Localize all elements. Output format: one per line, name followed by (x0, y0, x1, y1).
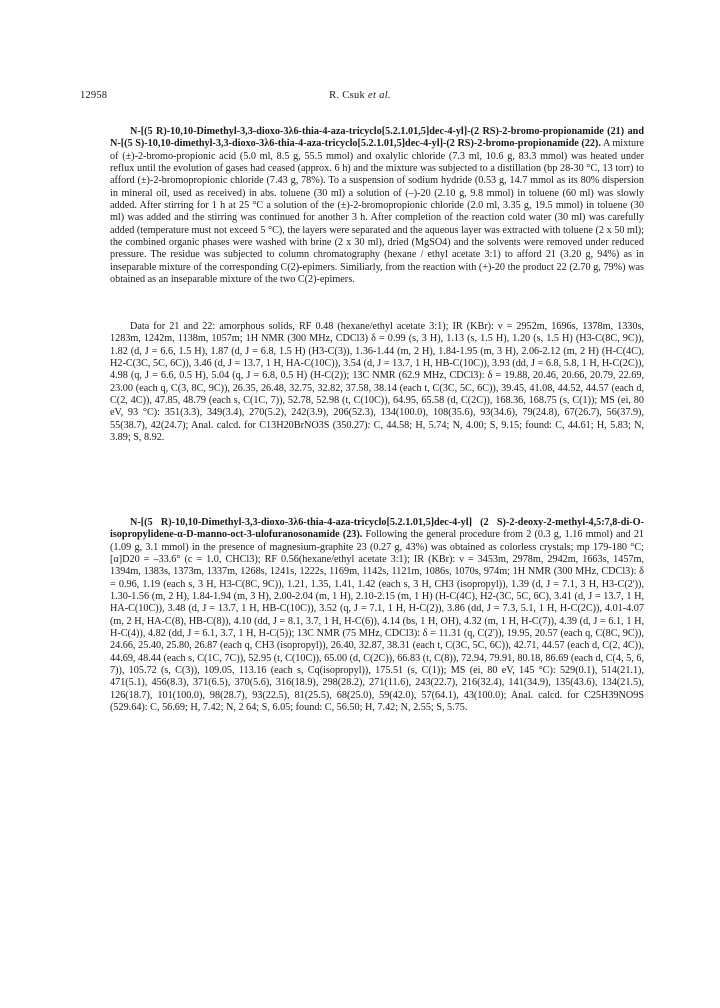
page-header (0, 90, 720, 106)
paragraph-body: A mixture of (±)-2-bromo-propionic acid (5.0 ml, 8.5 g, 55.5 mmol) and oxalylic chloride (7.3 ml, 10.6 g, 83.3 mmol) was heated under reflux until the evolution of gases had ceased (approx. 6 h) and the mixture was subjected to a distillation (bp 28-30 °C, 13 torr) to afford (±)-2-bromopropionic chloride (7.43 g, 78%). To a suspension of sodium hydride (0.53 g, 14.7 mmol as its 80% dispersion in mineral oil, used as received) in abs. toluene (30 ml) a solution of (–)-20 (2.10 g, 9.8 mmol) in toluene (60 ml) was slowly added. After stirring for 1 h at 25 °C a solution of the (±)-2-bromopropionic chloride (2.0 ml, 3.35 g, 19.5 mmol) in toluene (30 ml) was added and the stirring was continued for another 3 h. After completion of the reaction cold water (30 ml) was carefully added (temperature must not exceed 5 °C), the layers were separated and the aqueous layer was extracted with toluene (2 x 50 ml); the combined organic phases were washed with brine (2 x 30 ml), dried (MgSO4) and the solvents were removed under reduced pressure. The residue was subjected to column chromatography (hexane / ethyl acetate 3:1) to afford 21 (3.20 g, 94%) as in inseparable mixture of the corresponding C(2)-epimers. Similiarly, from the reaction with (+)-20 the product 22 (2.70 g, 79%) was obtained as an inseparable mixture of the two C(2)-epimers. (110, 138, 645, 286)
paragraph-body: Data for 21 and 22: amorphous solids, RF 0.48 (hexane/ethyl acetate 3:1); IR (KBr): ν = 2952m, 1696s, 1378m, 1330s, 1283m, 1242m, 1138m, 1057m; 1H NMR (300 MHz, CDCl3) δ = 0.99 (s, 3 H), 1.13 (s, 1.5 H), 1.20 (s, 1.5 H) (H3-C(8C, 9C)), 1.82 (d, J = 6.6, 1.5 H), 1.87 (d, J = 6.8, 1.5 H) (H3-C(3)), 1.36-1.44 (m, 2 H), 1.84-1.95 (m, 3 H), 2.06-2.12 (m, 2 H) (H-C(4C), H2-C(3C, 5C, 6C)), 3.46 (d, J = 13.7, 1 H, HA-C(10C)), 3.54 (d, J = 13.7, 1 H, HB-C(10C)), 3.93 (dd, J = 6.8, 5.8, 1 H, H-C(2C)), 4.98 (q, J = 6.6, 0.5 H), 5.04 (q, J = 6.8, 0.5 H) (H-C(2)); 13C NMR (62.9 MHz, CDCl3): δ = 19.88, 20.46, 20.66, 20.79, 22.69, 23.00 (each q, C(3, 8C, 9C)), 26.35, 26.48, 32.75, 32.82, 37.58, 38.14 (each t, C(3C, 5C, 6C)), 39.45, 41.08, 44.52, 44.57 (each d, C(2, 4C)), 47.85, 48.79 (each s, C(1C, 7)), 52.78, 52.98 (t, C(10C)), 64.95, 65.58 (d, C(2C)), 168.36, 168.75 (s, C(1)); MS (ei, 80 eV, 93 °C): 351(3.3), 349(3.4), 270(5.2), 242(3.9), 206(52.3), 134(100.0), 108(35.6), 93(34.6), 79(24.8), 67(26.7), 56(37.9), 55(38.7), 42(24.7); Anal. calcd. for C13H20BrNO3S (350.27): C, 44.58; H, 5.74; N, 4.00; S, 9.15; found: C, 44.61; H, 5.83; N, 3.89; S, 8.92. (110, 321, 644, 444)
paragraph (110, 517, 644, 715)
characterization-data-21-22 (110, 321, 644, 444)
page-number: 12958 (80, 90, 108, 101)
experimental-paragraph-21-22 (110, 126, 644, 286)
running-head (0, 90, 720, 101)
paragraph (110, 126, 644, 286)
experimental-paragraph-23 (110, 517, 644, 715)
running-head-et-al: et al. (368, 90, 391, 101)
running-head-author: R. Csuk (329, 90, 366, 101)
compound-heading: N-[(5 R)-10,10-Dimethyl-3,3-dioxo-3λ6-thia-4-aza-tricyclo[5.2.1.01,5]dec-4-yl]-(2 RS)-2-bromo-propionamide (21) and N-[(5 S)-10,10-dimethyl-3,3-dioxo-3λ6-thia-4-aza-tricyclo[5.2.1.01,5]dec-4-yl]-(2 RS)-2-bromo-propionamide (22). (110, 126, 644, 150)
paragraph-body: Following the general procedure from 2 (0.3 g, 1.16 mmol) and 21 (1.09 g, 3.1 mmol) in the presence of magnesium-graphite 23 (0.27 g, 43%) was obtained as colorless crystals; mp 179-180 °C; [α]D20 = –33.6° (c = 1.0, CHCl3); RF 0.56(hexane/ethyl acetate 3:1); IR (KBr): ν = 3453m, 2978m, 2942m, 1663s, 1457m, 1394m, 1383s, 1373m, 1337m, 1268s, 1241s, 1222s, 1169m, 1142s, 1121m, 1086s, 1070s, 974m; 1H NMR (300 MHz, CDCl3): δ = 0.96, 1.19 (each s, 3 H, H3-C(8C, 9C)), 1.21, 1.35, 1.41, 1.42 (each s, 3 H, CH3 (isopropyl)), 1.39 (d, J = 7.1, 3 H, H3-C(2')), 1.30-1.56 (m, 2 H), 1.84-1.94 (m, 3 H), 2.00-2.04 (m, 1 H), 2.10-2.15 (m, 1 H) (H-C(4C), H2-(3C, 5C, 6C), 3.41 (d, J = 13.7, 1 H, HA-C(10C)), 3.48 (d, J = 13.7, 1 H, HB-C(10C)), 3.52 (q, J = 7.1, 1 H, H-C(2)), 3.86 (dd, J = 7.3, 5.1, 1 H, H-C(2C)), 4.01-4.07 (m, 2 H, HA-C(8), HB-C(8)), 4.10 (dd, J = 8.1, 3.7, 1 H, H-C(6)), 4.14 (bs, 1 H, OH), 4.32 (m, 1 H, H-C(7)), 4.39 (d, J = 6.1, 1 H, H-C(4)), 4.82 (dd, J = 6.1, 3.7, 1 H, H-C(5)); 13C NMR (75 MHz, CDCl3): δ = 11.31 (q, C(2')), 19.95, 20.57 (each q, C(8C, 9C)), 24.66, 25.40, 25.80, 26.87 (each q, CH3 (isopropyl)), 26.40, 32.87, 38.31 (each t, C(3C, 5C, 6C)), 42.71, 44.57 (each d, C(2, 4C)), 44.69, 48.44 (each s, C(1C, 7C)), 52.95 (t, C(10C)), 65.00 (d, C(2C)), 66.83 (t, C(8)), 72.94, 79.91, 80.18, 86.69 (each d, C(4, 5, 6, 7)), 105.72 (s, C(3)), 109.05, 113.16 (each s, Cq(isopropyl)), 175.51 (s, C(1)); MS (ei, 80 eV, 145 °C): 529(0.1), 514(21.1), 471(5.1), 456(8.3), 371(6.5), 370(5.6), 316(18.9), 298(28.2), 271(11.6), 243(22.7), 216(32.4), 141(34.9), 135(43.6), 134(21.5), 126(18.7), 101(100.0), 98(28.7), 93(22.5), 81(25.5), 68(25.0), 59(42.0), 57(64.1), 43(100.0); Anal. calcd. for C25H39NO9S (529.64): C, 56.69; H, 7.42; N, 2 64; S, 6.05; found: C, 56.50; H, 7.42; N, 2.55; S, 5.75. (110, 529, 645, 714)
paragraph (110, 321, 644, 444)
compound-heading: N-[(5 R)-10,10-Dimethyl-3,3-dioxo-3λ6-thia-4-aza-tricyclo[5.2.1.01,5]dec-4-yl] (2 S)-2-deoxy-2-methyl-4,5:7,8-di-O-isopropylidene-α-D-manno-oct-3-ulofuranosonamide (23). (110, 517, 644, 541)
